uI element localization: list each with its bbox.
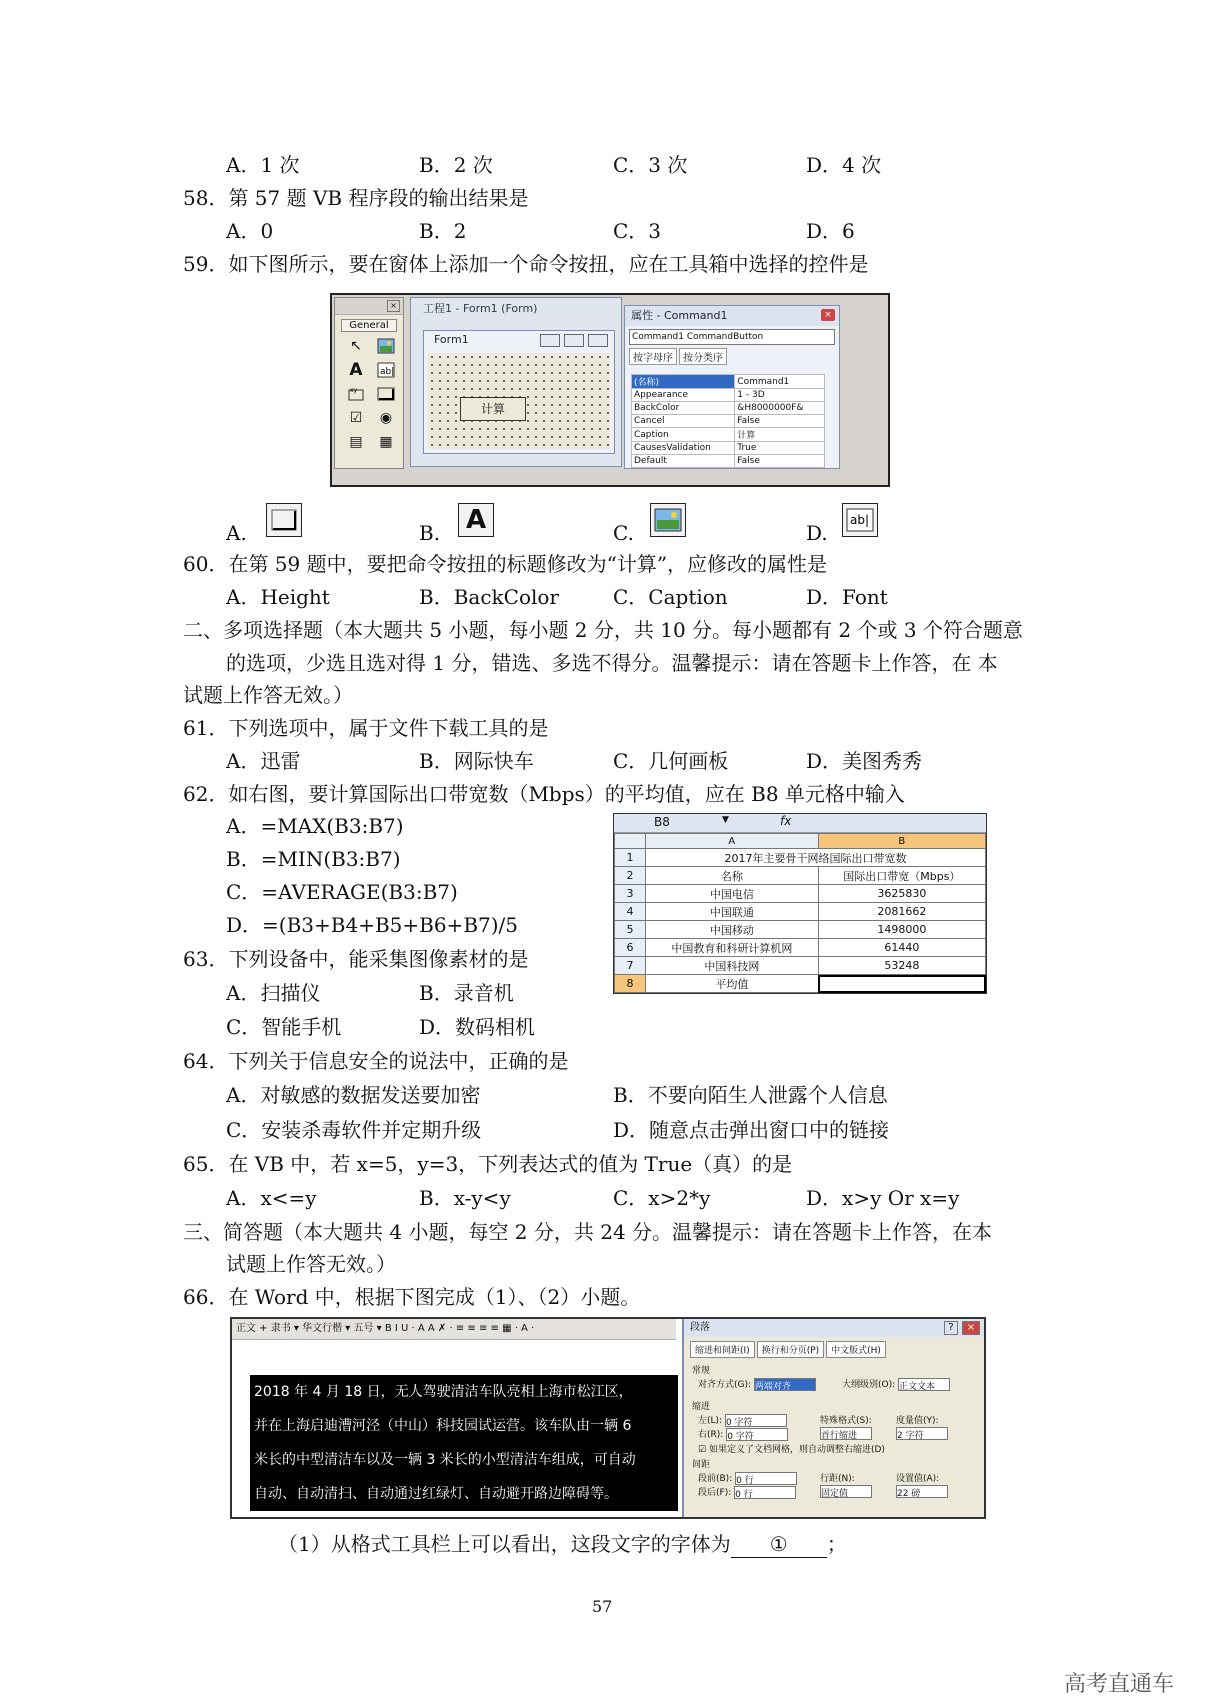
section2-line2: 的选项，少选且选对得 1 分，错选、多选不得分。温馨提示：请在答题卡上作答，在 本 bbox=[226, 651, 998, 675]
q62-option-c: C．=AVERAGE(B3:B7) bbox=[226, 880, 458, 904]
outline-level-select[interactable]: 正文文本 bbox=[898, 1378, 950, 1391]
excel-screenshot bbox=[613, 813, 987, 994]
vb-properties-window bbox=[624, 305, 840, 469]
section3-line2: 试题上作答无效。） bbox=[226, 1252, 396, 1276]
command-button-tool-icon bbox=[266, 503, 302, 537]
textbox-tool-icon bbox=[842, 503, 878, 537]
q59-stem: 59．如下图所示，要在窗体上添加一个命令按扭，应在工具箱中选择的控件是 bbox=[183, 252, 869, 276]
q64-option-a: A．对敏感的数据发送要加密 bbox=[226, 1083, 481, 1107]
indent-group-label: 缩进 bbox=[692, 1402, 711, 1412]
q60-stem: 60．在第 59 题中，要把命令按扭的标题修改为“计算”，应修改的属性是 bbox=[183, 552, 828, 576]
q58-stem: 58．第 57 题 VB 程序段的输出结果是 bbox=[183, 186, 529, 210]
page-number: 57 bbox=[592, 1597, 613, 1616]
measure-label: 度量值(Y): bbox=[896, 1416, 939, 1426]
q65-option-d: D．x>y Or x=y bbox=[806, 1186, 960, 1210]
form-window-buttons bbox=[540, 334, 608, 347]
table-cell: 3625830 bbox=[818, 885, 985, 903]
left-indent-input[interactable]: 0 字符 bbox=[725, 1414, 787, 1427]
form-title: Form1 bbox=[434, 333, 469, 346]
line-spacing-select[interactable]: 固定值 bbox=[820, 1485, 872, 1498]
svg-text:xy: xy bbox=[350, 387, 358, 394]
formatting-toolbar: 正文 + 隶书 ▾ 华文行楷 ▾ 五号 ▾ B I U · A A ✗ · ≡ ≡ ≡ ≡ ▦ · A · bbox=[232, 1319, 676, 1340]
toolbox-general-tab: General bbox=[341, 319, 397, 332]
checkbox-tool-icon: ☑ bbox=[349, 410, 363, 426]
q61-option-b: B．网际快车 bbox=[419, 749, 534, 773]
vb-form bbox=[423, 330, 615, 454]
space-before-label: 段前(B): bbox=[698, 1474, 733, 1484]
answer-blank-1[interactable]: ① bbox=[731, 1531, 827, 1558]
q63-option-c: C．智能手机 bbox=[226, 1015, 342, 1039]
table-cell: 中国联通 bbox=[646, 903, 819, 921]
q64-option-c: C．安装杀毒软件并定期升级 bbox=[226, 1118, 482, 1142]
q59-option-a-letter: A. bbox=[226, 521, 247, 545]
q62-stem: 62．如右图，要计算国际出口带宽数（Mbps）的平均值，应在 B8 单元格中输入 bbox=[183, 782, 905, 806]
close-icon[interactable]: × bbox=[821, 309, 835, 321]
help-icon[interactable]: ? bbox=[944, 1321, 958, 1335]
picturebox-tool-icon bbox=[650, 503, 686, 537]
dropdown-arrow-icon[interactable]: ▼ bbox=[722, 815, 729, 825]
table-cell: 1498000 bbox=[818, 921, 985, 939]
q61-option-c: C．几何画板 bbox=[613, 749, 729, 773]
q66-stem: 66．在 Word 中，根据下图完成（1）、（2）小题。 bbox=[183, 1285, 641, 1309]
column-header-a: A bbox=[646, 834, 819, 849]
outline-level-label: 大纲级别(O): bbox=[842, 1380, 896, 1390]
q61-stem: 61．下列选项中，属于文件下载工具的是 bbox=[183, 716, 549, 740]
special-format-label: 特殊格式(S): bbox=[820, 1416, 872, 1426]
section2-heading: 二、多项选择题（本大题共 5 小题，每小题 2 分，共 10 分。每小题都有 2 个或 3 个符合题意 bbox=[183, 618, 1023, 642]
right-indent-input[interactable]: 0 字符 bbox=[726, 1428, 788, 1441]
table-cell: 名称 bbox=[646, 867, 819, 885]
table-cell: 中国科技网 bbox=[646, 957, 819, 975]
paragraph-dialog bbox=[682, 1319, 984, 1517]
tab-line-page-breaks[interactable]: 换行和分页(P) bbox=[757, 1341, 824, 1358]
svg-text:ab|: ab| bbox=[850, 513, 870, 527]
q63-option-a: A．扫描仪 bbox=[226, 981, 321, 1005]
tab-alphabetic[interactable]: 按字母序 bbox=[629, 348, 677, 365]
tab-categorized[interactable]: 按分类序 bbox=[679, 348, 727, 365]
tab-indents-spacing[interactable]: 缩进和间距(I) bbox=[690, 1341, 755, 1358]
pointer-tool-icon: ↖ bbox=[350, 338, 362, 354]
picturebox-tool-icon bbox=[375, 336, 397, 356]
special-format-select[interactable]: 首行缩进 bbox=[820, 1427, 872, 1440]
table-cell: 中国移动 bbox=[646, 921, 819, 939]
q58-option-a: A．0 bbox=[226, 219, 274, 243]
q63-option-d: D．数码相机 bbox=[419, 1015, 536, 1039]
right-indent-label: 右(R): bbox=[698, 1430, 724, 1440]
vb-form-designer-window bbox=[410, 297, 622, 467]
section3-heading: 三、简答题（本大题共 4 小题，每空 2 分，共 24 分。温馨提示：请在答题卡上作答，在本 bbox=[183, 1220, 993, 1244]
q63-stem: 63．下列设备中，能采集图像素材的是 bbox=[183, 947, 529, 971]
q64-stem: 64．下列关于信息安全的说法中，正确的是 bbox=[183, 1049, 569, 1073]
q65-stem: 65．在 VB 中，若 x=5，y=3，下列表达式的值为 True（真）的是 bbox=[183, 1152, 793, 1176]
q58-option-c: C．3 bbox=[613, 219, 662, 243]
table-cell: 平均值 bbox=[646, 975, 819, 993]
q60-option-a: A．Height bbox=[226, 585, 330, 609]
paragraph-line: 并在上海启迪漕河泾（中山）科技园试运营。该车队由一辆 6 bbox=[254, 1418, 632, 1434]
q57-option-c: C．3 次 bbox=[613, 153, 688, 177]
q58-option-d: D．6 bbox=[806, 219, 855, 243]
vb-ide-screenshot bbox=[330, 293, 890, 487]
dialog-title: 段落 bbox=[690, 1322, 710, 1333]
table-cell: 53248 bbox=[818, 957, 985, 975]
paragraph-line: 2018 年 4 月 18 日，无人驾驶清洁车队亮相上海市松江区， bbox=[254, 1384, 633, 1400]
textbox-tool-icon bbox=[375, 360, 397, 380]
space-before-input[interactable]: 0 行 bbox=[735, 1472, 797, 1485]
formula-bar bbox=[614, 814, 986, 833]
q59-option-d-letter: D. bbox=[806, 521, 828, 545]
line-spacing-label: 行距(N): bbox=[820, 1474, 855, 1484]
table-cell: 中国教育和科研计算机网 bbox=[646, 939, 819, 957]
name-box[interactable]: B8 bbox=[654, 815, 670, 829]
command1-button[interactable]: 计算 bbox=[460, 397, 526, 421]
label-tool-icon: A bbox=[458, 503, 494, 537]
selected-cell-b8[interactable] bbox=[818, 975, 985, 993]
q57-option-b: B．2 次 bbox=[419, 153, 493, 177]
paragraph-line: 米长的中型清洁车以及一辆 3 米长的小型清洁车组成，可自动 bbox=[254, 1452, 636, 1468]
table-cell: 中国电信 bbox=[646, 885, 819, 903]
watermark: 高考直通车 bbox=[1063, 1672, 1174, 1697]
word-screenshot bbox=[230, 1317, 986, 1519]
q63-option-b: B．录音机 bbox=[419, 981, 514, 1005]
q62-option-a: A．=MAX(B3:B7) bbox=[226, 814, 404, 838]
q65-option-c: C．x>2*y bbox=[613, 1186, 711, 1210]
fx-icon: fx bbox=[780, 814, 792, 828]
table-cell: 61440 bbox=[818, 939, 985, 957]
space-after-input[interactable]: 0 行 bbox=[734, 1486, 796, 1499]
frame-tool-icon bbox=[345, 384, 367, 404]
q61-option-a: A．迅雷 bbox=[226, 749, 301, 773]
q65-option-b: B．x-y<y bbox=[419, 1186, 511, 1210]
project-window-title: 工程1 - Form1 (Form) bbox=[423, 302, 538, 315]
table-cell: 国际出口带宽（Mbps） bbox=[818, 867, 985, 885]
q62-option-b: B．=MIN(B3:B7) bbox=[226, 847, 401, 871]
q57-option-a: A．1 次 bbox=[226, 153, 300, 177]
checkbox-icon[interactable]: ☑ bbox=[698, 1445, 707, 1455]
section2-line3: 试题上作答无效。） bbox=[183, 683, 353, 707]
command-button-tool-icon bbox=[375, 384, 397, 404]
option-button-tool-icon: ◉ bbox=[379, 410, 393, 426]
worksheet-grid: A B 1 2017年主要骨干网络国际出口带宽数 2 名称 国际出口带宽（Mbps） 3 中国电信 3625830 4 中国联通 2081662 5 中国移动 1498000 6 中国教育和科研计算机网 61440 7 中国科技网 53248 8 平均值 bbox=[614, 833, 986, 993]
svg-text:ab|: ab| bbox=[380, 367, 395, 377]
q66-sub1 bbox=[278, 1531, 847, 1558]
alignment-label: 对齐方式(G): bbox=[698, 1380, 752, 1390]
label-tool-icon: A bbox=[349, 360, 363, 380]
left-indent-label: 左(L): bbox=[698, 1416, 723, 1426]
column-header-b: B bbox=[818, 834, 985, 849]
object-combo[interactable]: Command1 CommandButton bbox=[629, 329, 835, 345]
q60-option-c: C．Caption bbox=[613, 585, 728, 609]
sub1-suffix: ； bbox=[826, 1532, 847, 1556]
q64-option-b: B．不要向陌生人泄露个人信息 bbox=[613, 1083, 888, 1107]
q59-option-c-letter: C. bbox=[613, 521, 634, 545]
general-group-label: 常规 bbox=[692, 1366, 711, 1376]
measure-input[interactable]: 2 字符 bbox=[896, 1427, 948, 1440]
tab-asian-typography[interactable]: 中文版式(H) bbox=[826, 1341, 886, 1358]
q65-option-a: A．x<=y bbox=[226, 1186, 317, 1210]
q58-option-b: B．2 bbox=[419, 219, 467, 243]
combobox-tool-icon: ▤ bbox=[349, 434, 363, 450]
close-icon[interactable]: × bbox=[962, 1321, 980, 1335]
alignment-select[interactable]: 两端对齐 bbox=[754, 1378, 816, 1391]
sub1-prefix: （1）从格式工具栏上可以看出，这段文字的字体为 bbox=[278, 1532, 731, 1556]
properties-title: 属性 - Command1 bbox=[625, 306, 839, 326]
spacing-group-label: 间距 bbox=[692, 1460, 711, 1470]
listbox-tool-icon: ▦ bbox=[379, 434, 393, 450]
at-label: 设置值(A): bbox=[896, 1474, 940, 1484]
q60-option-d: D．Font bbox=[806, 585, 888, 609]
paragraph-line: 自动、自动清扫、自动通过红绿灯、自动避开路边障碍等。 bbox=[254, 1486, 618, 1502]
q59-option-b-letter: B. bbox=[419, 521, 441, 545]
space-after-label: 段后(F): bbox=[698, 1488, 732, 1498]
table-cell: 2081662 bbox=[818, 903, 985, 921]
grid-adjust-label: 如果定义了文档网格，则自动调整右缩进(D) bbox=[708, 1445, 885, 1455]
sheet-title: 2017年主要骨干网络国际出口带宽数 bbox=[646, 849, 986, 867]
q60-option-b: B．BackColor bbox=[419, 585, 559, 609]
selected-paragraph bbox=[250, 1375, 678, 1511]
close-icon: × bbox=[387, 300, 400, 312]
property-grid: (名称) Command1 Appearance 1 - 3D BackColor &H8000000F& Cancel False Caption 计算 CausesValidation True Default False bbox=[631, 374, 825, 468]
at-input[interactable]: 22 磅 bbox=[896, 1485, 948, 1498]
vb-toolbox bbox=[334, 297, 404, 469]
q64-option-d: D．随意点击弹出窗口中的链接 bbox=[613, 1118, 890, 1142]
q62-option-d: D．=(B3+B4+B5+B6+B7)/5 bbox=[226, 913, 519, 937]
q57-option-d: D．4 次 bbox=[806, 153, 882, 177]
q61-option-d: D．美图秀秀 bbox=[806, 749, 923, 773]
